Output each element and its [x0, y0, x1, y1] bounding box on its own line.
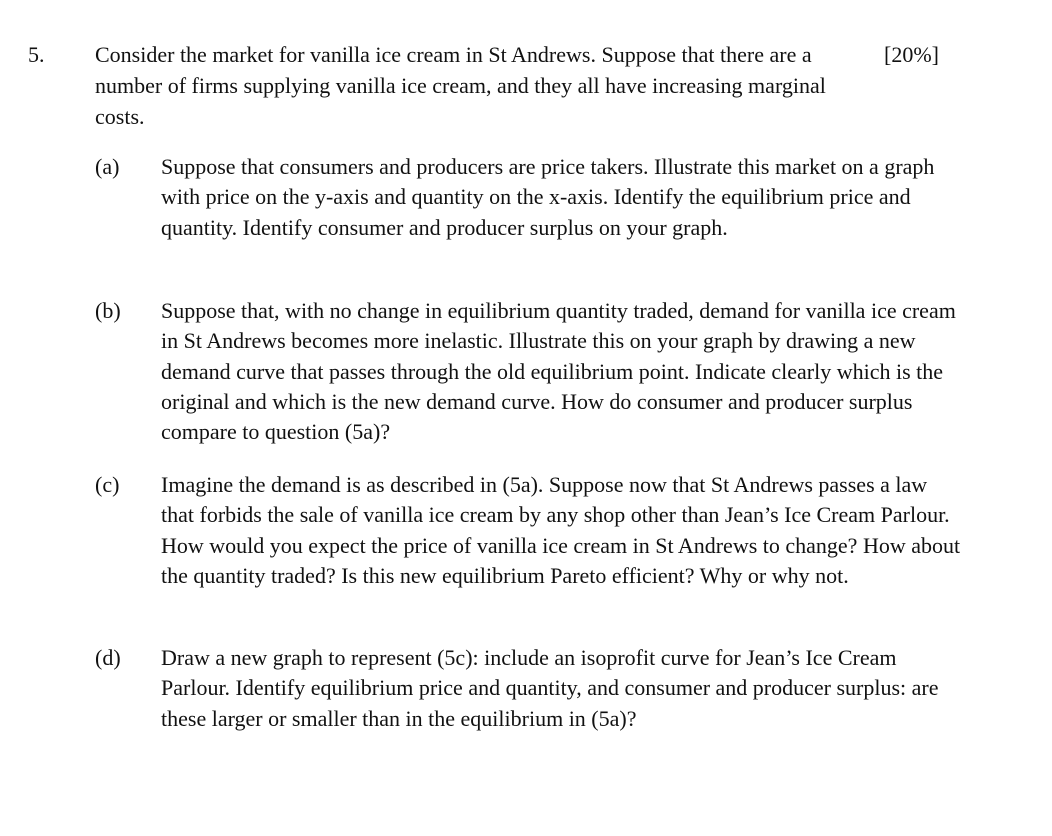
part-b-label: (b) — [95, 298, 121, 323]
question-number: 5. — [28, 42, 45, 67]
part-a-text: Suppose that consumers and producers are price takers. Illustrate this market on a graph with price on the y-axis and quantity on the x-axis. Identify the equilibrium price and quantity. Identify consumer and producer surplus on your graph. — [161, 154, 935, 240]
part-c-text: Imagine the demand is as described in (5a). Suppose now that St Andrews passes a law that forbids the sale of vanilla ice cream by any shop other than Jean’s Ice Cream Parlour. How would you expect the price of vanilla ice cream in St Andrews to change? How about the quantity traded? Is this new equilibrium Pareto efficient? Why or why not. — [161, 472, 961, 588]
part-a-label: (a) — [95, 154, 120, 179]
question-marks: [20%] — [884, 42, 939, 67]
part-b-text: Suppose that, with no change in equilibrium quantity traded, demand for vanilla ice cream in St Andrews becomes more inelastic. Illustrate this on your graph by drawing a new demand curve that passes through the old equilibrium point. Indicate clearly which is the original and which is the new demand curve. How do consumer and producer surplus compare to question (5a)? — [161, 298, 956, 445]
part-d-text: Draw a new graph to represent (5c): include an isoprofit curve for Jean’s Ice Cream Parlour. Identify equilibrium price and quantity, and consumer and producer surplus: are these larger or smaller than in the equilibrium in (5a)? — [161, 645, 939, 731]
question-intro: Consider the market for vanilla ice cream in St Andrews. Suppose that there are a number of firms supplying vanilla ice cream, and they all have increasing marginal costs. — [95, 42, 826, 129]
part-c-label: (c) — [95, 472, 120, 497]
part-d-label: (d) — [95, 645, 121, 670]
